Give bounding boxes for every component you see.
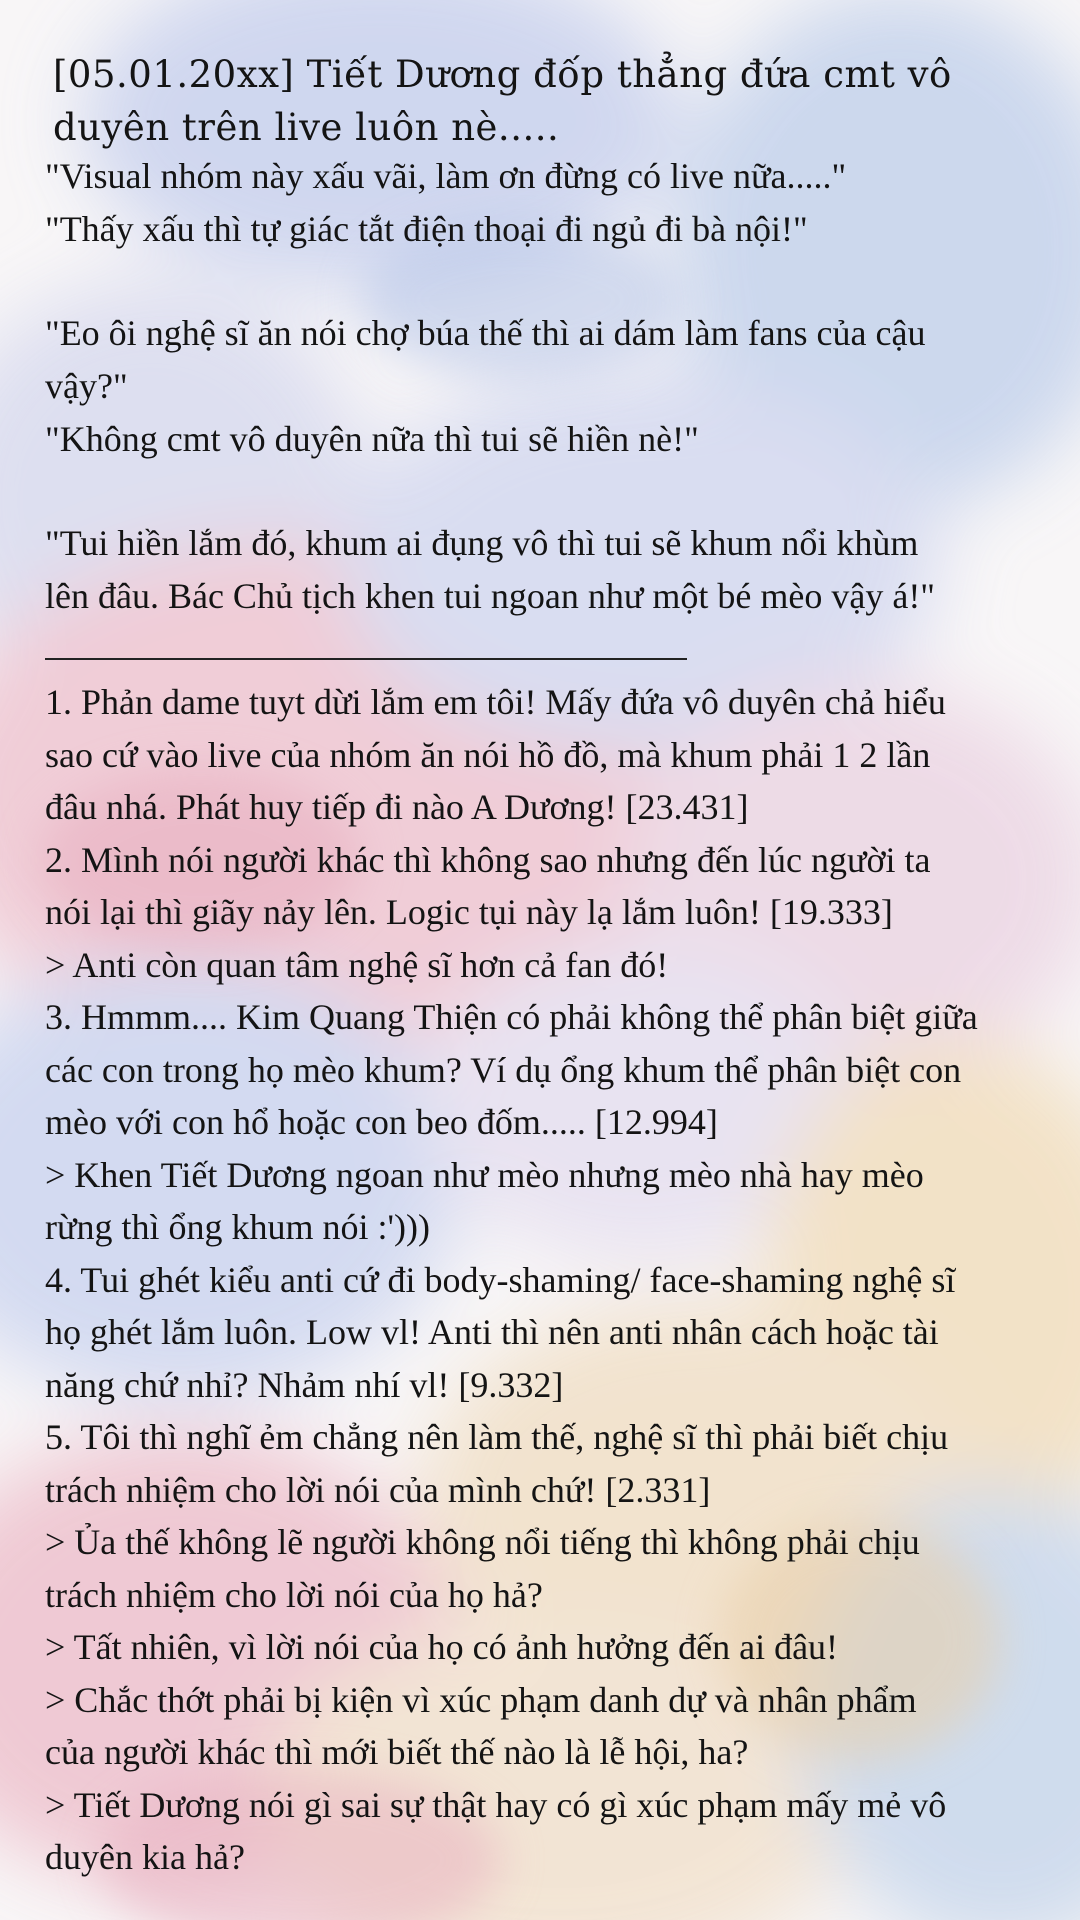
post-title — [53, 48, 1053, 154]
comment-line: > Chắc thớt phải bị kiện vì xúc phạm danh dự và nhân phẩm — [45, 1680, 917, 1720]
comment-line: các con trong họ mèo khum? Ví dụ ổng khum thể phân biệt con — [45, 1050, 962, 1090]
dialogue-line: lên đâu. Bác Chủ tịch khen tui ngoan như một bé mèo vậy á!" — [45, 576, 935, 616]
dialogue-line: "Tui hiền lắm đó, khum ai đụng vô thì tui sẽ khum nổi khùm — [45, 523, 919, 563]
post-title-line: [05.01.20xx] Tiết Dương đốp thẳng đứa cmt vô — [53, 53, 952, 96]
comment-line: > Tất nhiên, vì lời nói của họ có ảnh hưởng đến ai đâu! — [45, 1627, 839, 1667]
comment-line: trách nhiệm cho lời nói của họ hả? — [45, 1575, 543, 1615]
comment-line: của người khác thì mới biết thế nào là lễ hội, ha? — [45, 1732, 749, 1772]
comment-line: 1. Phản dame tuyt dừi lắm em tôi! Mấy đứa vô duyên chả hiểu — [45, 682, 946, 722]
comment-line: đâu nhá. Phát huy tiếp đi nào A Dương! [23.431] — [45, 787, 749, 827]
comment-line: sao cứ vào live của nhóm ăn nói hồ đồ, mà khum phải 1 2 lần — [45, 735, 931, 775]
dialogue-line: "Không cmt vô duyên nữa thì tui sẽ hiền nè!" — [45, 419, 699, 459]
comment-line: rừng thì ổng khum nói :'))) — [45, 1207, 430, 1247]
comment-line: 4. Tui ghét kiểu anti cứ đi body-shaming/ face-shaming nghệ sĩ — [45, 1260, 956, 1300]
comment-line: họ ghét lắm luôn. Low vl! Anti thì nên anti nhân cách hoặc tài — [45, 1312, 939, 1352]
comment-line: 3. Hmmm.... Kim Quang Thiện có phải không thể phân biệt giữa — [45, 997, 978, 1037]
section-divider — [45, 658, 687, 660]
comment-line: mèo với con hổ hoặc con beo đốm..... [12.994] — [45, 1102, 718, 1142]
post-title-line: duyên trên live luôn nè..... — [53, 106, 560, 149]
dialogue-line: "Eo ôi nghệ sĩ ăn nói chợ búa thế thì ai dám làm fans của cậu — [45, 313, 926, 353]
comment-line: > Khen Tiết Dương ngoan như mèo nhưng mèo nhà hay mèo — [45, 1155, 924, 1195]
comment-line: 5. Tôi thì nghĩ ẻm chẳng nên làm thế, nghệ sĩ thì phải biết chịu — [45, 1417, 949, 1457]
comment-line: > Tiết Dương nói gì sai sự thật hay có gì xúc phạm mấy mẻ vô — [45, 1785, 947, 1825]
comment-line: trách nhiệm cho lời nói của mình chứ! [2.331] — [45, 1470, 711, 1510]
comment-line: > Anti còn quan tâm nghệ sĩ hơn cả fan đó! — [45, 945, 669, 985]
dialogue-line: vậy?" — [45, 366, 128, 406]
comment-line: năng chứ nhỉ? Nhảm nhí vl! [9.332] — [45, 1365, 564, 1405]
comment-line: > Ủa thế không lẽ người không nổi tiếng thì không phải chịu — [45, 1522, 920, 1562]
comment-line: 2. Mình nói người khác thì không sao nhưng đến lúc người ta — [45, 840, 931, 880]
comment-line: nói lại thì giãy nảy lên. Logic tụi này lạ lắm luôn! [19.333] — [45, 892, 893, 932]
comment-line: duyên kia hả? — [45, 1837, 245, 1877]
dialogue-line: "Visual nhóm này xấu vãi, làm ơn đừng có live nữa....." — [45, 156, 847, 196]
dialogue-line: "Thấy xấu thì tự giác tắt điện thoại đi ngủ đi bà nội!" — [45, 209, 808, 249]
